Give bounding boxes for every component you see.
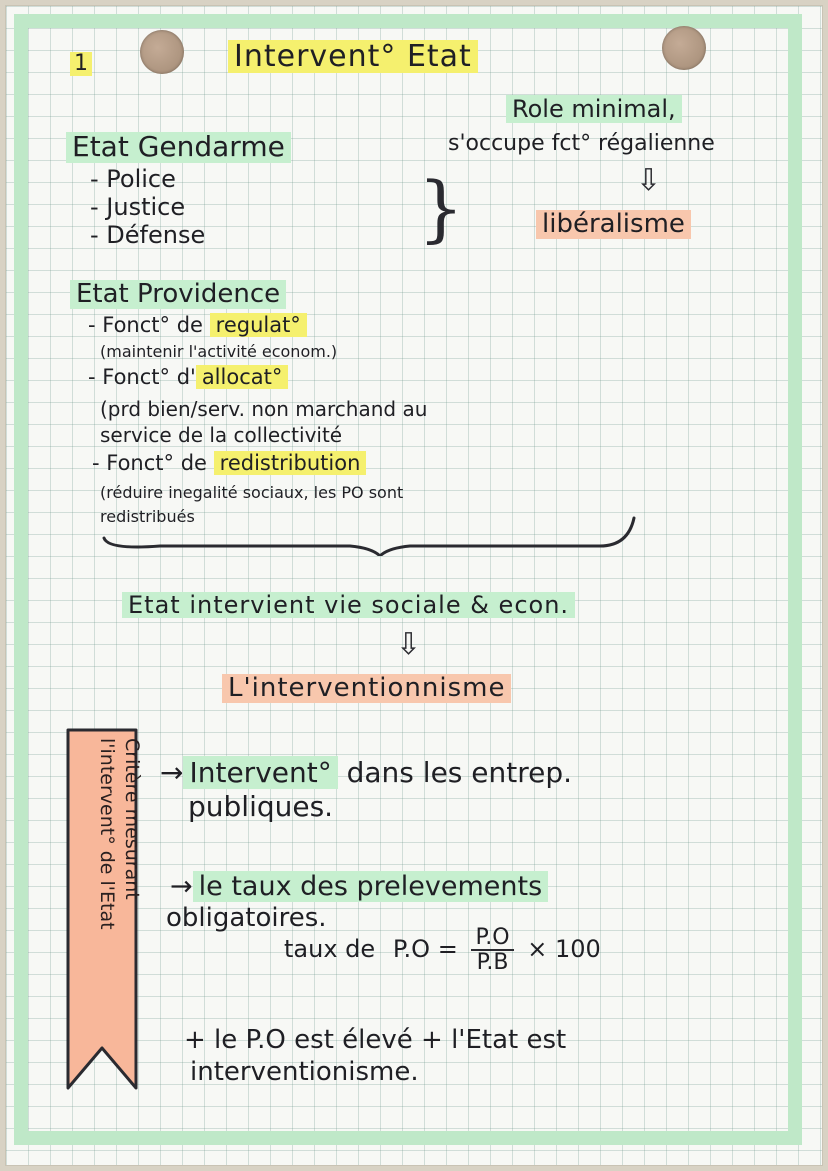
- ribbon-label: Critère mesurant l'intervent° de l'Etat: [96, 738, 143, 930]
- gendarme-item-police: - Police: [90, 165, 176, 193]
- criterion-2-line-2: obligatoires.: [166, 903, 327, 933]
- punch-hole-left: [140, 30, 184, 74]
- down-arrow-icon: ⇩: [636, 163, 662, 198]
- interventionnisme-label: L'interventionnisme: [222, 674, 511, 703]
- arrow-right-icon-2: →: [170, 871, 193, 902]
- punch-hole-right: [662, 26, 706, 70]
- down-arrow-icon-2: ⇩: [396, 627, 422, 662]
- function-redistribution: - Fonct° de redistribution: [92, 452, 366, 475]
- page-title: Intervent° Etat: [228, 40, 478, 73]
- function-allocation: - Fonct° d' allocat°: [88, 366, 288, 389]
- arrow-right-icon: →: [160, 756, 184, 789]
- function-redistribution-note-2: redistribués: [100, 507, 195, 526]
- po-conclusion-line-2: interventionisme.: [190, 1057, 419, 1087]
- liberalisme-label: libéralisme: [536, 210, 691, 239]
- gendarme-item-defense: - Défense: [90, 221, 206, 249]
- gendarme-heading: Etat Gendarme: [66, 132, 291, 163]
- function-regulation-note: (maintenir l'activité econom.): [100, 342, 338, 361]
- page-number: 1: [70, 52, 92, 76]
- po-formula: taux de P.O = $\frac{P.O}{P.B}$ × 100: [284, 925, 601, 976]
- po-conclusion-line-1: + le P.O est élevé + l'Etat est: [184, 1025, 567, 1055]
- summary-line: Etat intervient vie sociale & econ.: [122, 592, 575, 618]
- criterion-2: → le taux des prelevements: [170, 872, 548, 902]
- criterion-1: → Intervent° dans les entrep.: [160, 756, 573, 789]
- role-line-2: s'occupe fct° régalienne: [448, 131, 715, 156]
- role-line-1: Role minimal,: [506, 96, 682, 122]
- function-redistribution-note-1: (réduire inegalité sociaux, les PO sont: [100, 483, 404, 502]
- gendarme-brace: }: [418, 166, 464, 250]
- function-regulation: - Fonct° de regulat°: [88, 314, 307, 337]
- function-allocation-note-2: service de la collectivité: [100, 423, 343, 447]
- providence-heading: Etat Providence: [70, 280, 286, 309]
- function-allocation-note-1: (prd bien/serv. non marchand au: [100, 397, 428, 421]
- providence-underbrace: [100, 512, 640, 556]
- criterion-1-line-2: publiques.: [188, 790, 334, 823]
- gendarme-item-justice: - Justice: [90, 193, 186, 221]
